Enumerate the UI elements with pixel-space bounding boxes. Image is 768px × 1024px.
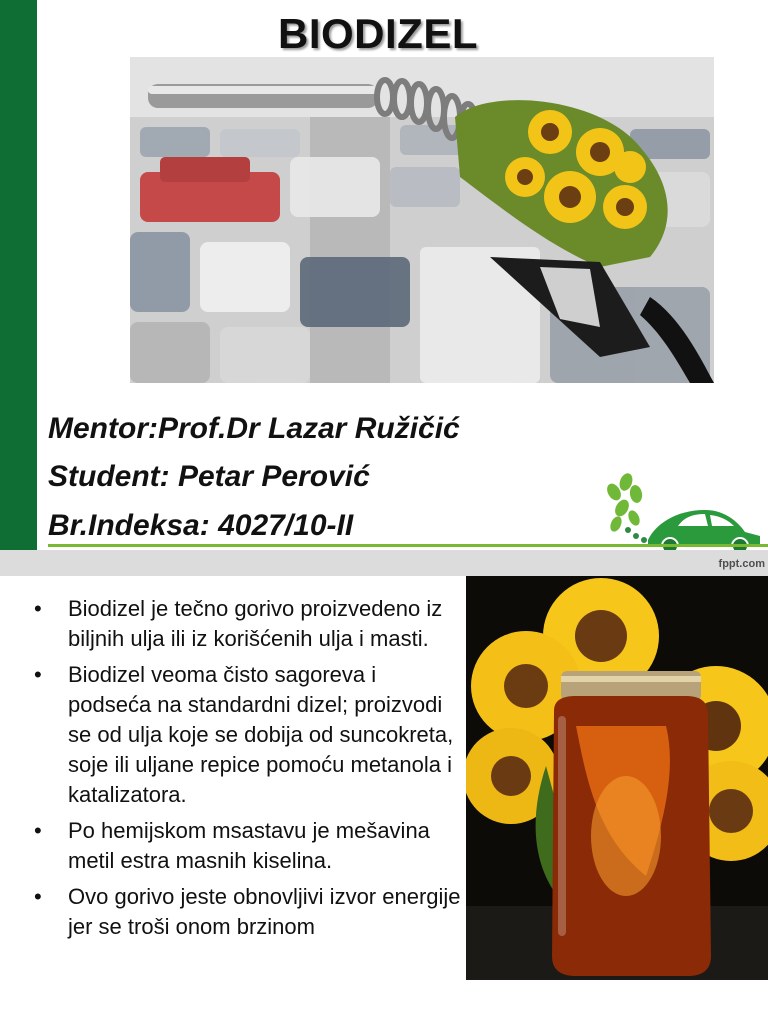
slide-separator <box>0 550 768 576</box>
index-line: Br.Indeksa: 4027/10-II <box>48 509 354 542</box>
eco-car-logo <box>600 470 765 550</box>
fuel-nozzle-illustration <box>130 57 714 383</box>
bullet-marker: • <box>34 662 42 687</box>
bullet-marker: • <box>34 884 42 909</box>
list-item <box>34 816 464 876</box>
bullet-marker: • <box>34 596 42 621</box>
bullet-text: Biodizel veoma čisto sagoreva i podseća na standardni dizel; proizvodi se od ulja koje se dobija od suncokreta, soje ili uljane repice pomoću metanola i katalizatora. <box>68 662 454 807</box>
slide-title: BIODIZEL <box>278 10 478 57</box>
bullet-text: Ovo gorivo jeste obnovljivi izvor energije jer se troši onom brzinom <box>68 884 461 939</box>
content-slide <box>0 576 768 1024</box>
list-item <box>34 594 464 654</box>
bullet-marker: • <box>34 818 42 843</box>
list-item <box>34 660 464 810</box>
bullet-list <box>34 594 464 948</box>
accent-divider-line <box>48 544 768 547</box>
sunflower-oil-jar-photo <box>466 576 768 980</box>
footer-brand[interactable]: fppt.com <box>718 558 765 570</box>
bullet-text: Biodizel je tečno gorivo proizvedeno iz biljnih ulja ili iz korišćenih ulja i masti. <box>68 596 443 651</box>
student-line: Student: Petar Perović <box>48 460 370 493</box>
sidebar-green-bar <box>0 0 37 550</box>
mentor-line: Mentor:Prof.Dr Lazar Ružičić <box>48 412 460 445</box>
list-item <box>34 882 464 942</box>
bullet-text: Po hemijskom msastavu je mešavina metil estra masnih kiselina. <box>68 818 430 873</box>
